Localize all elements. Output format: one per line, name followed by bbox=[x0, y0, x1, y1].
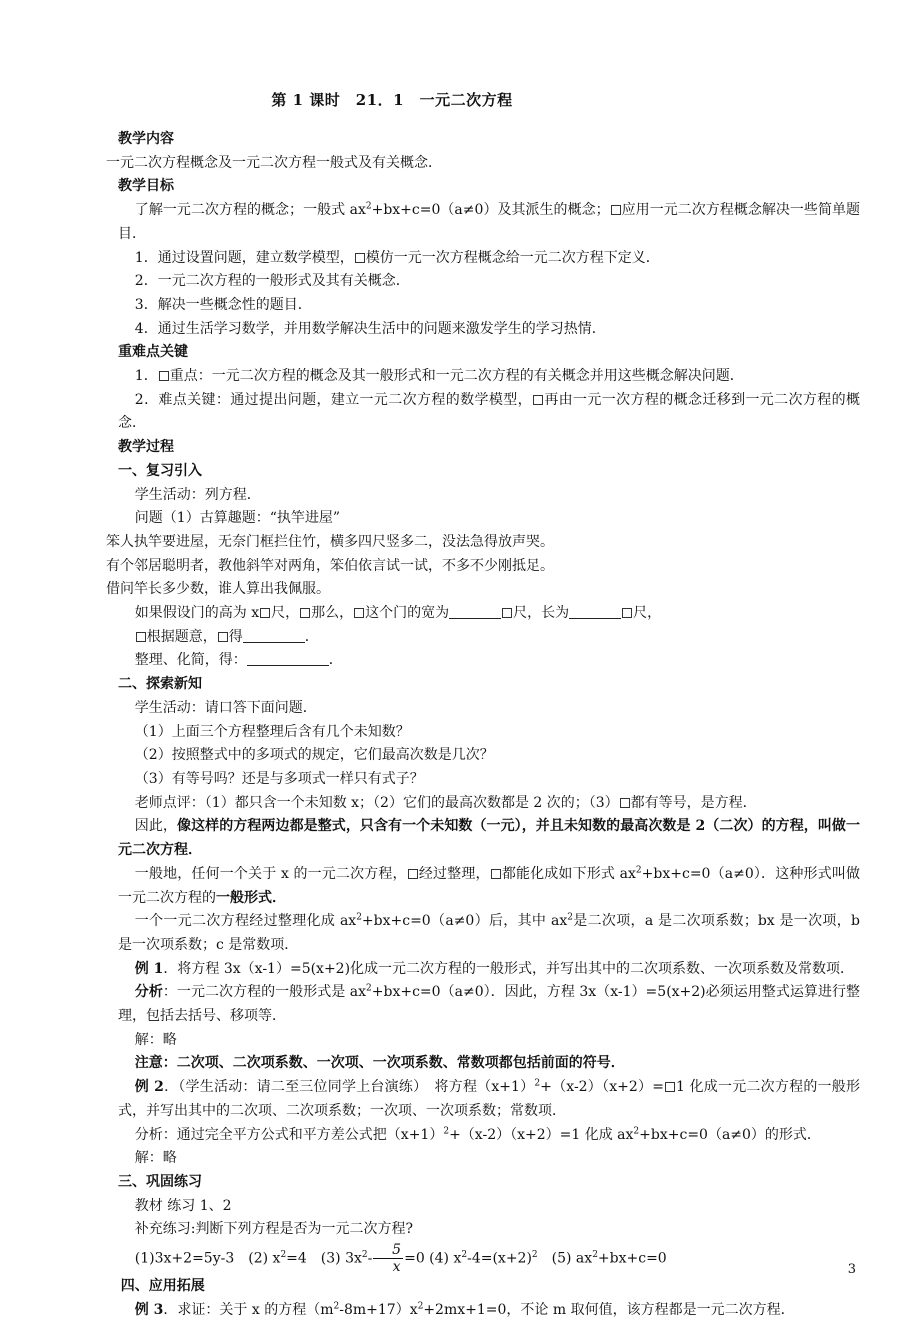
note: 注意：二次项、二次项系数、一次项、一次项系数、常数项都包括前面的符号． bbox=[134, 1055, 625, 1072]
assumption-line: 如果假设门的高为 x 尺， 那么， 这个门的宽为 尺，长为 尺， bbox=[134, 605, 662, 622]
placeholder-box-icon bbox=[622, 608, 632, 618]
goal-main: 了解一元二次方程的概念；一般式 $ax^2+bx+c=0(a\ne 0)$及其派生的概念； 应用一元二次方程概念解决一些简单题目． bbox=[118, 201, 861, 242]
placeholder-box-icon bbox=[218, 632, 228, 642]
example-2: 例 2．（学生活动：请二至三位同学上台演练） 将方程$(x+1)^2+(x-2)(x+2)= 1$ 化成一元二次方程的一般形式，并写出其中的二次项、二次项系数；一次项、一次项系数；常数项． bbox=[118, 1078, 860, 1119]
placeholder-box-icon bbox=[611, 205, 621, 215]
page-number: 3 bbox=[847, 1262, 856, 1277]
fraction: $\frac{5}{x}$ bbox=[373, 1242, 403, 1275]
poem-line-1: 笨人执竿要进屋，无奈门框拦住竹，横多四尺竖多二，没法急得放声哭。 bbox=[106, 533, 554, 550]
heading-apply: 四、应用拓展 bbox=[120, 1278, 205, 1295]
heading-review: 一、复习引入 bbox=[118, 462, 202, 479]
answer-blank bbox=[569, 604, 621, 619]
goal-1: 1．通过设置问题，建立数学模型， 模仿一元一次方程概念给一元二次方程下定义． bbox=[134, 249, 660, 266]
goal-4: 4．通过生活学习数学，并用数学解决生活中的问题来激发学生的学习热情． bbox=[134, 320, 606, 337]
placeholder-box-icon bbox=[408, 869, 418, 879]
question-3: （3）有等号吗？还是与多项式一样只有式子？ bbox=[134, 770, 424, 787]
heading-practice: 三、巩固练习 bbox=[118, 1173, 202, 1190]
simplify-line: 整理、化简，得： ． bbox=[134, 652, 343, 669]
placeholder-box-icon bbox=[355, 253, 365, 263]
goal-3: 3．解决一些概念性的题目． bbox=[134, 296, 312, 313]
problem-1: 问题（1）古算趣题：“执竿进屋” bbox=[134, 510, 341, 527]
exercise-equations: (1)3x+2=5y-3 (2) $x^2=4$ (3) $3x^2-$ $\frac{5}{x}$ =0 (4) $x^2-4=(x+2)^2$ (5) $ax^2+bx+c=0$ bbox=[134, 1242, 667, 1276]
solution-2: 解：略 bbox=[134, 1150, 177, 1167]
heading-goals: 教学目标 bbox=[118, 178, 174, 195]
example-3: 例 3．求证：关于 x 的方程$(m^2-8m+17)x^2+2mx+1=0$，不论 m 取何值，该方程都是一元二次方程． bbox=[134, 1301, 795, 1318]
activity-1: 学生活动：列方程． bbox=[134, 486, 261, 503]
goal-2: 2．一元二次方程的一般形式及其有关概念． bbox=[134, 273, 410, 290]
extra-exercise: 补充练习:判断下列方程是否为一元二次方程? bbox=[134, 1221, 414, 1238]
textbook-exercise: 教材 练习 1、2 bbox=[134, 1197, 232, 1214]
placeholder-box-icon bbox=[502, 608, 512, 618]
placeholder-box-icon bbox=[620, 798, 630, 808]
placeholder-box-icon bbox=[300, 608, 310, 618]
heading-content: 教学内容 bbox=[118, 131, 174, 147]
general-form: 一般地，任何一个关于 x 的一元二次方程， 经过整理， 都能化成如下形式 $ax^2+bx+c=0(a\ne 0)$．这种形式叫做一元二次方程的一般形式． bbox=[118, 865, 860, 906]
heading-key-points: 重难点关键 bbox=[118, 344, 188, 361]
question-1: （1）上面三个方程整理后含有几个未知数？ bbox=[134, 723, 410, 740]
placeholder-box-icon bbox=[136, 632, 146, 642]
answer-blank bbox=[243, 628, 305, 643]
placeholder-box-icon bbox=[491, 869, 501, 879]
placeholder-box-icon bbox=[533, 395, 543, 405]
question-2: （2）按照整式中的多项式的规定，它们最高次数是几次？ bbox=[134, 747, 494, 764]
poem-line-3: 借问竿长多少数，谁人算出我佩服。 bbox=[106, 581, 330, 598]
definition: 因此，像这样的方程两边都是整式，只含有一个未知数（一元），并且未知数的最高次数是 2（二次）的方程，叫做一元二次方程． bbox=[118, 818, 860, 859]
solution-1: 解：略 bbox=[134, 1031, 177, 1048]
heading-process: 教学过程 bbox=[118, 439, 174, 456]
key-point-1: 1． 重点：一元二次方程的概念及其一般形式和一元二次方程的有关概念并用这些概念解决问题． bbox=[134, 368, 744, 385]
key-point-2: 2．难点关键：通过提出问题，建立一元二次方程的数学模型， 再由一元一次方程的概念迁移到一元二次方程的概念． bbox=[118, 391, 861, 432]
content-text: 一元二次方程概念及一元二次方程一般式及有关概念． bbox=[106, 154, 442, 171]
teacher-comment: 老师点评：（1）都只含一个未知数 x；（2）它们的最高次数都是 2 次的；（3） 都有等号，是方程． bbox=[134, 794, 757, 811]
heading-explore: 二、探索新知 bbox=[118, 676, 202, 693]
answer-blank bbox=[449, 604, 501, 619]
placeholder-box-icon bbox=[159, 371, 169, 381]
activity-2: 学生活动：请口答下面问题． bbox=[134, 699, 317, 716]
analysis-1: 分析：一元二次方程的一般形式是 $ax^2+bx+c=0(a\ne 0)$．因此，方程 3x（x-1）=5(x+2)必须运用整式运算进行整理，包括去括号、移项等． bbox=[118, 983, 860, 1025]
poem-line-2: 有个邻居聪明者，教他斜竿对两角，笨伯依言试一试，不多不少刚抵足。 bbox=[106, 557, 554, 574]
analysis-2: 分析：通过完全平方公式和平方差公式把$(x+1)^2+(x-2)(x+2)=1$ 化成 $ax^2+bx+c=0(a\ne 0)$的形式． bbox=[134, 1125, 821, 1143]
according-line: 根据题意， 得 ． bbox=[118, 626, 860, 650]
placeholder-box-icon bbox=[665, 1082, 675, 1092]
placeholder-box-icon bbox=[260, 608, 270, 618]
lesson-body bbox=[106, 128, 861, 1322]
answer-blank bbox=[247, 651, 329, 666]
page-title: 第 1 课时 21．1 一元二次方程 bbox=[271, 91, 513, 109]
terms-definition: 一个一元二次方程经过整理化成 $ax^2+bx+c=0(a\ne 0)$后，其中 $ax^2$是二次项，a 是二次项系数；bx 是一次项，b 是一次项系数；c 是常数项． bbox=[118, 912, 860, 953]
placeholder-box-icon bbox=[354, 608, 364, 618]
example-1: 例 1．将方程 3x（x-1）=5(x+2)化成一元二次方程的一般形式，并写出其中的二次项系数、一次项系数及常数项． bbox=[134, 960, 855, 977]
